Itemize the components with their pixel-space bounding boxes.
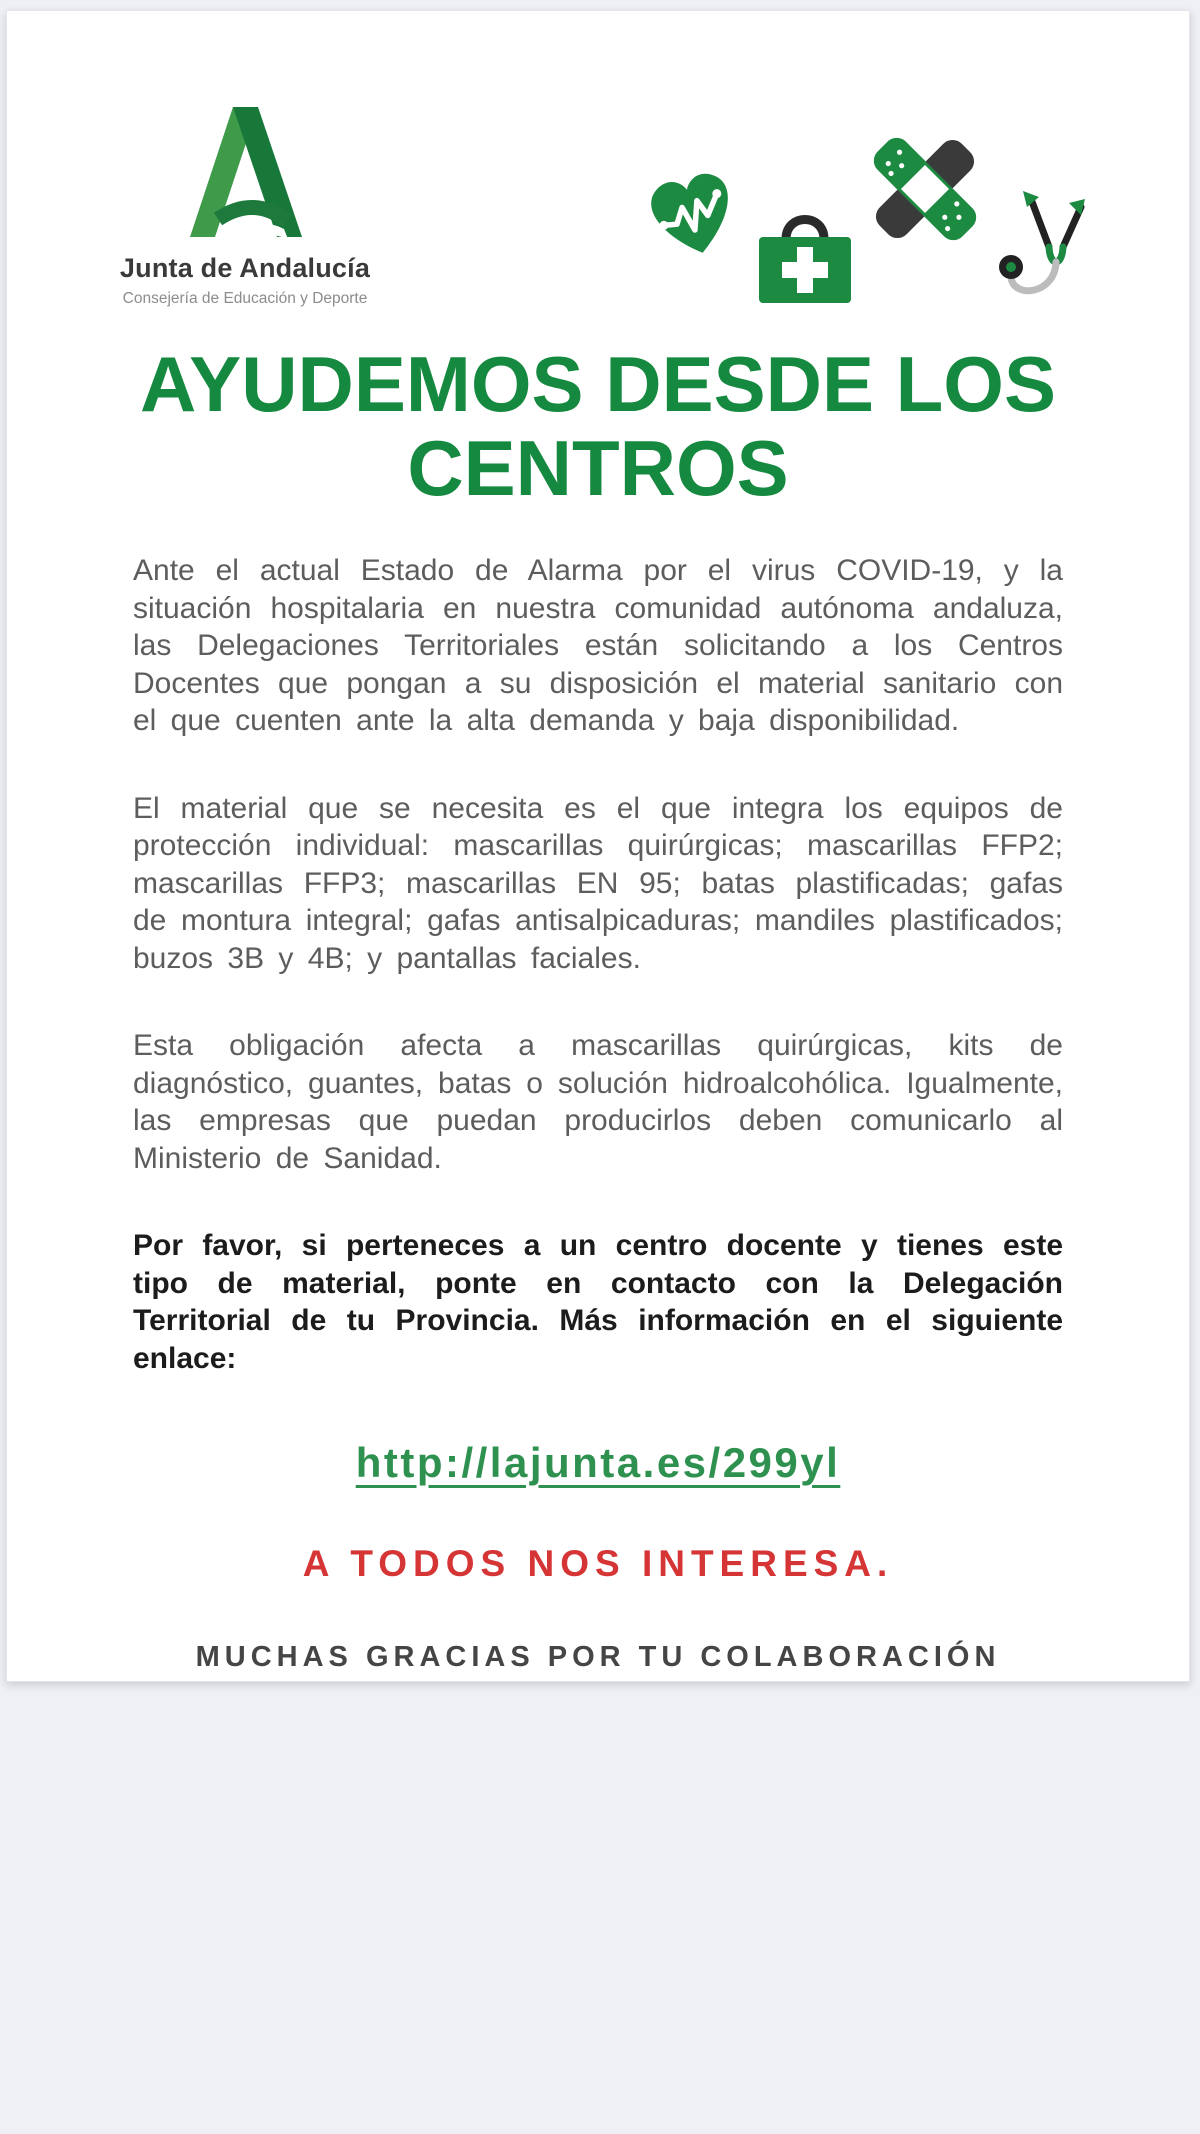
first-aid-kit-icon: [755, 203, 855, 307]
poster-title: [7, 342, 1189, 510]
poster-title-line2: CENTROS: [407, 424, 789, 512]
thanks-text: MUCHAS GRACIAS POR TU COLABORACIÓN: [195, 1641, 1001, 1673]
logo-org-name: Junta de Andalucía: [119, 253, 371, 283]
poster-body: [133, 552, 1063, 1377]
slogan-text: A TODOS NOS INTERESA.: [302, 1543, 894, 1584]
junta-andalucia-logo: [115, 103, 375, 308]
poster-header: [7, 11, 1189, 308]
body-paragraph-1: Ante el actual Estado de Alarma por el virus COVID-19, y la situación hospitalaria en nuestra comunidad autónoma andaluza, las Delegaciones Territoriales están solicitando a los Centros Docentes que pongan a su disposición el material sanitario con el que cuenten ante la alta demanda y baja disponibilidad.: [133, 554, 1063, 737]
info-link-row: [7, 1439, 1189, 1487]
poster-title-line1: AYUDEMOS DESDE LOS: [140, 340, 1056, 428]
body-paragraph-3: Esta obligación afecta a mascarillas quirúrgicas, kits de diagnóstico, guantes, batas o solución hidroalcohólica. Igualmente, las empresas que puedan producirlos deben comunicarlo al Ministerio de Sanidad.: [133, 1029, 1063, 1175]
crossed-bandages-icon: [861, 125, 989, 253]
medical-icons-row: [637, 103, 1085, 307]
body-paragraph-4-callout: Por favor, si perteneces a un centro docente y tienes este tipo de material, ponte en contacto con la Delegación Territorial de tu Provincia. Más información en el siguiente enlace:: [133, 1229, 1063, 1375]
body-paragraph-2: El material que se necesita es el que integra los equipos de protección individual: mascarillas quirúrgicas; mascarillas FFP2; mascarillas FFP3; mascarillas EN 95; batas plastificadas; gafas de montura integral; gafas antisalpicaduras; mandiles plastificados; buzos 3B y 4B; y pantallas faciales.: [133, 791, 1063, 975]
info-link[interactable]: http://lajunta.es/299yl: [355, 1439, 841, 1486]
logo-dept-name: Consejería de Educación y Deporte: [122, 290, 368, 307]
stethoscope-icon: [993, 183, 1085, 307]
poster-card: [6, 10, 1190, 1682]
heartbeat-heart-icon: [637, 158, 749, 270]
junta-andalucia-a-icon: [184, 103, 306, 241]
